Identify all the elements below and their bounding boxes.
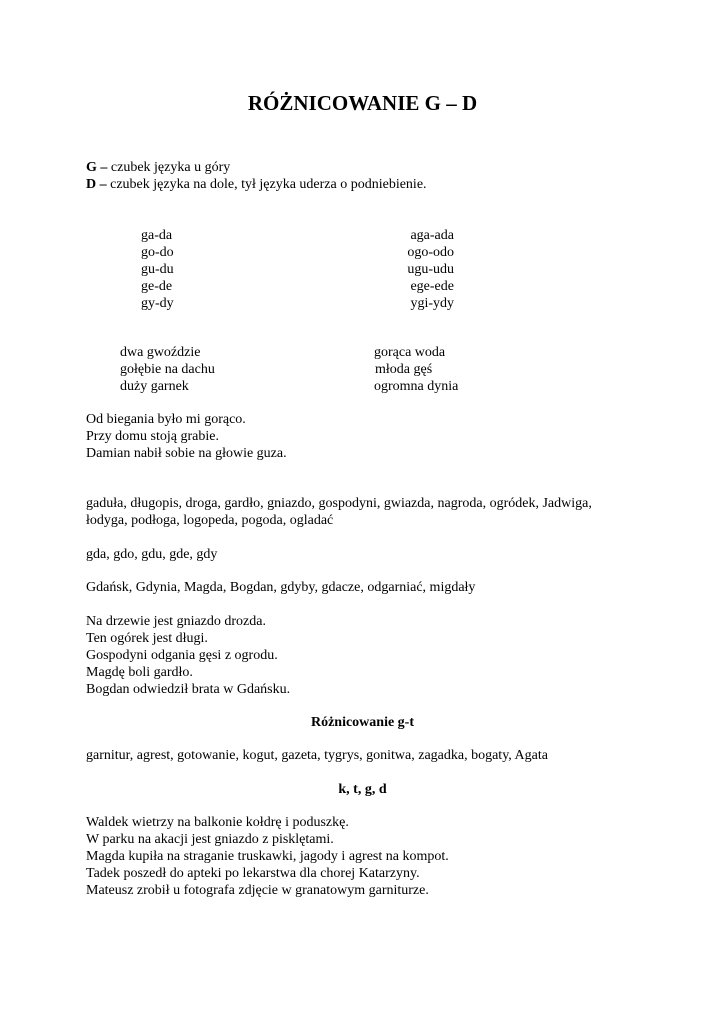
phrase: dwa gwoździe [120,345,201,360]
sentence: Ten ogórek jest długi. [86,631,208,646]
phrases-left-column [120,344,215,395]
definition-text: czubek języka u góry [107,160,231,175]
section-heading-k-t-g-d: k, t, g, d [338,782,387,797]
syllable-pair: ge-de [141,279,173,294]
word-list-1 [86,495,592,529]
sentence: Waldek wietrzy na balkonie kołdrę i poduszkę. [86,815,349,830]
sentence: Magdę boli gardło. [86,665,193,680]
sentence: Od biegania było mi gorąco. [86,412,246,427]
syllables-left-column [141,227,174,312]
definition-text: czubek języka na dole, tył języka uderza o podniebienie. [106,177,427,192]
syllable-pair: ga-da [141,228,173,243]
definition-letter: D – [86,177,107,192]
sentence: Mateusz zrobił u fotografa zdjęcie w granatowym garniturze. [86,883,429,898]
syllable-pair: ege-ede [410,279,454,294]
word-line: gaduła, długopis, droga, gardło, gniazdo, gospodyni, gwiazda, nagroda, ogródek, Jadwiga, [86,496,592,511]
sentences-block-1 [86,411,287,462]
phrase: ogromna dynia [374,379,459,394]
syllable-pair: ogo-odo [407,245,454,260]
definition-g [86,159,230,176]
definition-letter: G – [86,160,108,175]
word-list-2: Gdańsk, Gdynia, Magda, Bogdan, gdyby, gdacze, odgarniać, migdały [86,580,476,595]
sentences-block-3 [86,814,449,899]
sentence: Tadek poszedł do apteki po lekarstwa dla chorej Katarzyny. [86,866,420,881]
sentence: Gospodyni odgania gęsi z ogrodu. [86,648,278,663]
sentence: Przy domu stoją grabie. [86,429,219,444]
syllable-pair: gu-du [141,262,174,277]
syllable-pair: ygi-ydy [410,296,454,311]
phrase: młoda gęś [375,362,433,377]
phrase: gołębie na dachu [120,362,215,377]
syllable-pair: gy-dy [141,296,174,311]
syllable-pair: go-do [141,245,174,260]
sentence: Magda kupiła na straganie truskawki, jagody i agrest na kompot. [86,849,449,864]
phrases-right-column [374,344,458,395]
sentence: Na drzewie jest gniazdo drozda. [86,614,266,629]
phrase: duży garnek [120,379,189,394]
phrase: gorąca woda [374,345,446,360]
syllable-pair: aga-ada [410,228,454,243]
sentence: Bogdan odwiedził brata w Gdańsku. [86,682,291,697]
sentence: Damian nabił sobie na głowie guza. [86,446,287,461]
syllable-pair: ugu-udu [407,262,454,277]
syllables-right-column [390,227,454,312]
sentences-block-2 [86,613,290,698]
sentence: W parku na akacji jest gniazdo z pisklętami. [86,832,334,847]
consonant-clusters: gda, gdo, gdu, gde, gdy [86,547,218,562]
word-line: łodyga, podłoga, logopeda, pogoda, ogladać [86,513,334,528]
section-heading-g-t: Różnicowanie g-t [310,715,415,730]
word-list-g-t: garnitur, agrest, gotowanie, kogut, gazeta, tygrys, gonitwa, zagadka, bogaty, Agata [86,748,548,763]
definition-d [86,176,427,193]
page-title: RÓŻNICOWANIE G – D [247,91,478,115]
